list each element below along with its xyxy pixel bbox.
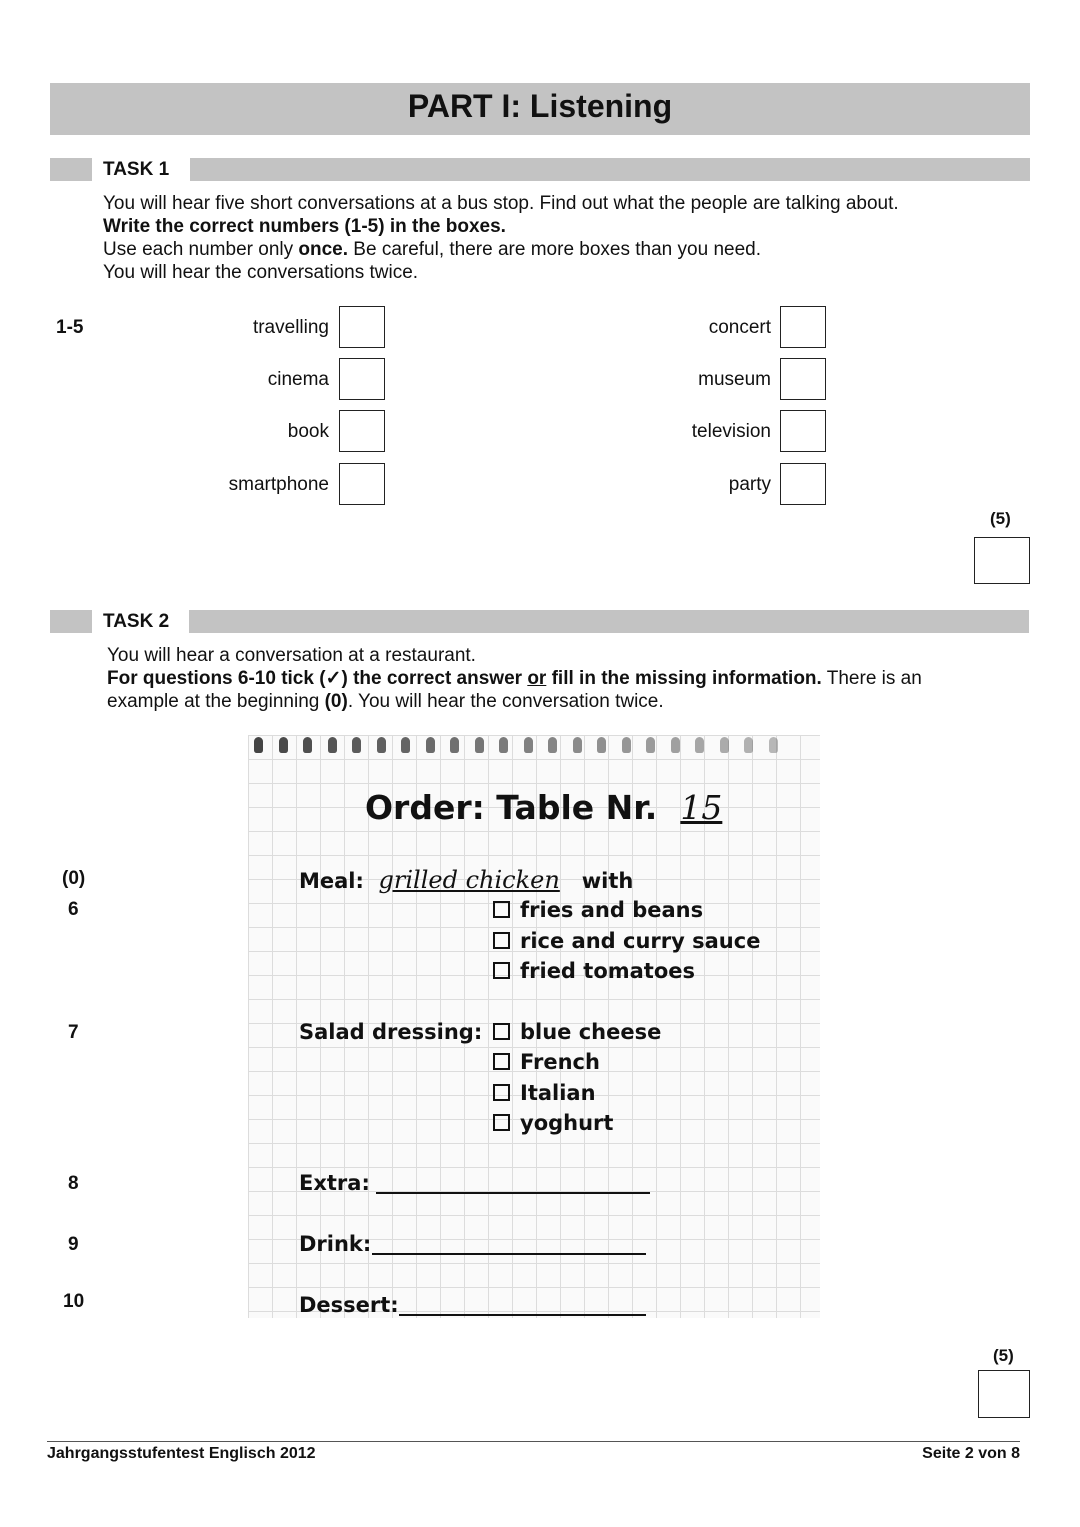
instruction-line	[103, 238, 1023, 261]
task1-label: TASK 1	[103, 159, 170, 180]
meal-option[interactable]	[493, 959, 695, 983]
item-label: concert	[708, 317, 771, 338]
spiral-ring	[426, 737, 435, 753]
task2-label: TASK 2	[103, 611, 170, 632]
answer-box-concert[interactable]	[780, 306, 826, 348]
spiral-ring	[548, 737, 557, 753]
points-label: (5)	[990, 509, 1011, 528]
meal-option[interactable]	[493, 898, 703, 922]
spiral-ring	[352, 737, 361, 753]
item-label: museum	[698, 369, 771, 390]
extra-answer-line[interactable]	[376, 1192, 650, 1194]
spiral-ring	[377, 737, 386, 753]
checkbox[interactable]	[493, 1084, 510, 1101]
spiral-ring	[499, 737, 508, 753]
table-number: 15	[680, 788, 723, 827]
spiral-ring	[646, 737, 655, 753]
dressing-option[interactable]	[493, 1111, 613, 1135]
spiral-ring	[695, 737, 704, 753]
instruction-line: Write the correct numbers (1-5) in the boxes.	[103, 216, 506, 237]
task2-bar-left	[50, 610, 92, 633]
instruction-line	[107, 690, 1027, 713]
task1-bar-left	[50, 158, 92, 181]
spiral-ring	[328, 737, 337, 753]
spiral-ring	[597, 737, 606, 753]
checkbox[interactable]	[493, 962, 510, 979]
checkbox[interactable]	[493, 901, 510, 918]
dessert-label: Dessert:	[299, 1293, 399, 1317]
text: Italian	[520, 1081, 596, 1105]
spiral-ring	[744, 737, 753, 753]
part-title: PART I: Listening	[407, 88, 673, 124]
score-box-task1[interactable]	[974, 537, 1030, 584]
text: rice and curry sauce	[520, 929, 761, 953]
task2-bar	[189, 610, 1029, 633]
answer-box-museum[interactable]	[780, 358, 826, 400]
instruction-line: You will hear a conversation at a restaurant.	[107, 645, 476, 666]
answer-box-party[interactable]	[780, 463, 826, 505]
item-label: cinema	[267, 369, 329, 390]
item-label: travelling	[252, 317, 329, 338]
spiral-ring	[573, 737, 582, 753]
text: or	[527, 668, 547, 689]
text: French	[520, 1050, 600, 1074]
instruction-line: You will hear the conversations twice.	[103, 262, 419, 283]
instruction-line	[107, 667, 1027, 690]
dressing-label: Salad dressing:	[299, 1020, 483, 1044]
text: fries and beans	[520, 898, 704, 922]
answer-box-travelling[interactable]	[339, 306, 385, 348]
text: blue cheese	[520, 1020, 662, 1044]
page-number: Seite 2 von 8	[922, 1445, 1020, 1462]
instruction-line: You will hear five short conversations at a bus stop. Find out what the people are talking about.	[103, 193, 899, 214]
drink-label: Drink:	[299, 1232, 372, 1256]
task1-bar	[190, 158, 1030, 181]
dressing-option[interactable]	[493, 1020, 661, 1044]
question-number: (0)	[62, 868, 86, 889]
item-label: party	[728, 474, 771, 495]
text: example at the beginning	[107, 691, 325, 712]
spiral-ring	[475, 737, 484, 753]
dessert-answer-line[interactable]	[399, 1314, 646, 1316]
text: yoghurt	[520, 1111, 614, 1135]
answer-box-cinema[interactable]	[339, 358, 385, 400]
spiral-ring	[671, 737, 680, 753]
meal-value: grilled chicken	[378, 866, 560, 894]
spiral-ring	[524, 737, 533, 753]
spiral-ring	[279, 737, 288, 753]
task2-instructions	[107, 644, 1027, 713]
question-number: 10	[63, 1291, 85, 1312]
extra-label: Extra:	[299, 1171, 370, 1195]
dressing-option[interactable]	[493, 1081, 596, 1105]
question-number: 6	[68, 899, 79, 920]
text: Meal:	[299, 869, 364, 893]
item-label: television	[691, 421, 771, 442]
checkbox[interactable]	[493, 1023, 510, 1040]
footer-divider	[47, 1441, 1020, 1442]
spiral-ring	[622, 737, 631, 753]
score-box-task2[interactable]	[978, 1370, 1030, 1418]
points-label: (5)	[993, 1346, 1014, 1365]
item-label: smartphone	[228, 474, 329, 495]
question-number: 7	[68, 1022, 79, 1043]
text: once.	[298, 239, 349, 260]
spiral-ring	[303, 737, 312, 753]
text: Be careful, there are more boxes than you need.	[348, 239, 761, 260]
checkbox[interactable]	[493, 1114, 510, 1131]
item-label: book	[287, 421, 329, 442]
spiral-ring	[401, 737, 410, 753]
text: . You will hear the conversation twice.	[347, 691, 664, 712]
order-title	[365, 788, 722, 827]
spiral-ring	[450, 737, 459, 753]
spiral-ring	[254, 737, 263, 753]
dressing-option[interactable]	[493, 1050, 600, 1074]
answer-box-book[interactable]	[339, 410, 385, 452]
text: There is an	[821, 668, 922, 689]
text: Use each number only	[103, 239, 299, 260]
question-number: 8	[68, 1173, 79, 1194]
footer-title: Jahrgangsstufentest Englisch 2012	[47, 1445, 316, 1462]
answer-box-television[interactable]	[780, 410, 826, 452]
meal-row	[299, 866, 633, 894]
spiral-ring	[769, 737, 778, 753]
spiral-ring	[720, 737, 729, 753]
question-range: 1-5	[56, 317, 84, 338]
text: For questions 6-10 tick (✓) the correct answer	[107, 668, 528, 689]
drink-answer-line[interactable]	[372, 1253, 646, 1255]
text: fried tomatoes	[520, 959, 696, 983]
task1-instructions	[103, 192, 1023, 284]
text: fill in the missing information.	[546, 668, 822, 689]
checkbox[interactable]	[493, 1053, 510, 1070]
text: with	[581, 869, 634, 893]
checkbox[interactable]	[493, 932, 510, 949]
text: (0)	[324, 691, 348, 712]
text: Order: Table Nr.	[365, 788, 658, 827]
answer-box-smartphone[interactable]	[339, 463, 385, 505]
question-number: 9	[68, 1234, 79, 1255]
meal-option[interactable]	[493, 929, 760, 953]
